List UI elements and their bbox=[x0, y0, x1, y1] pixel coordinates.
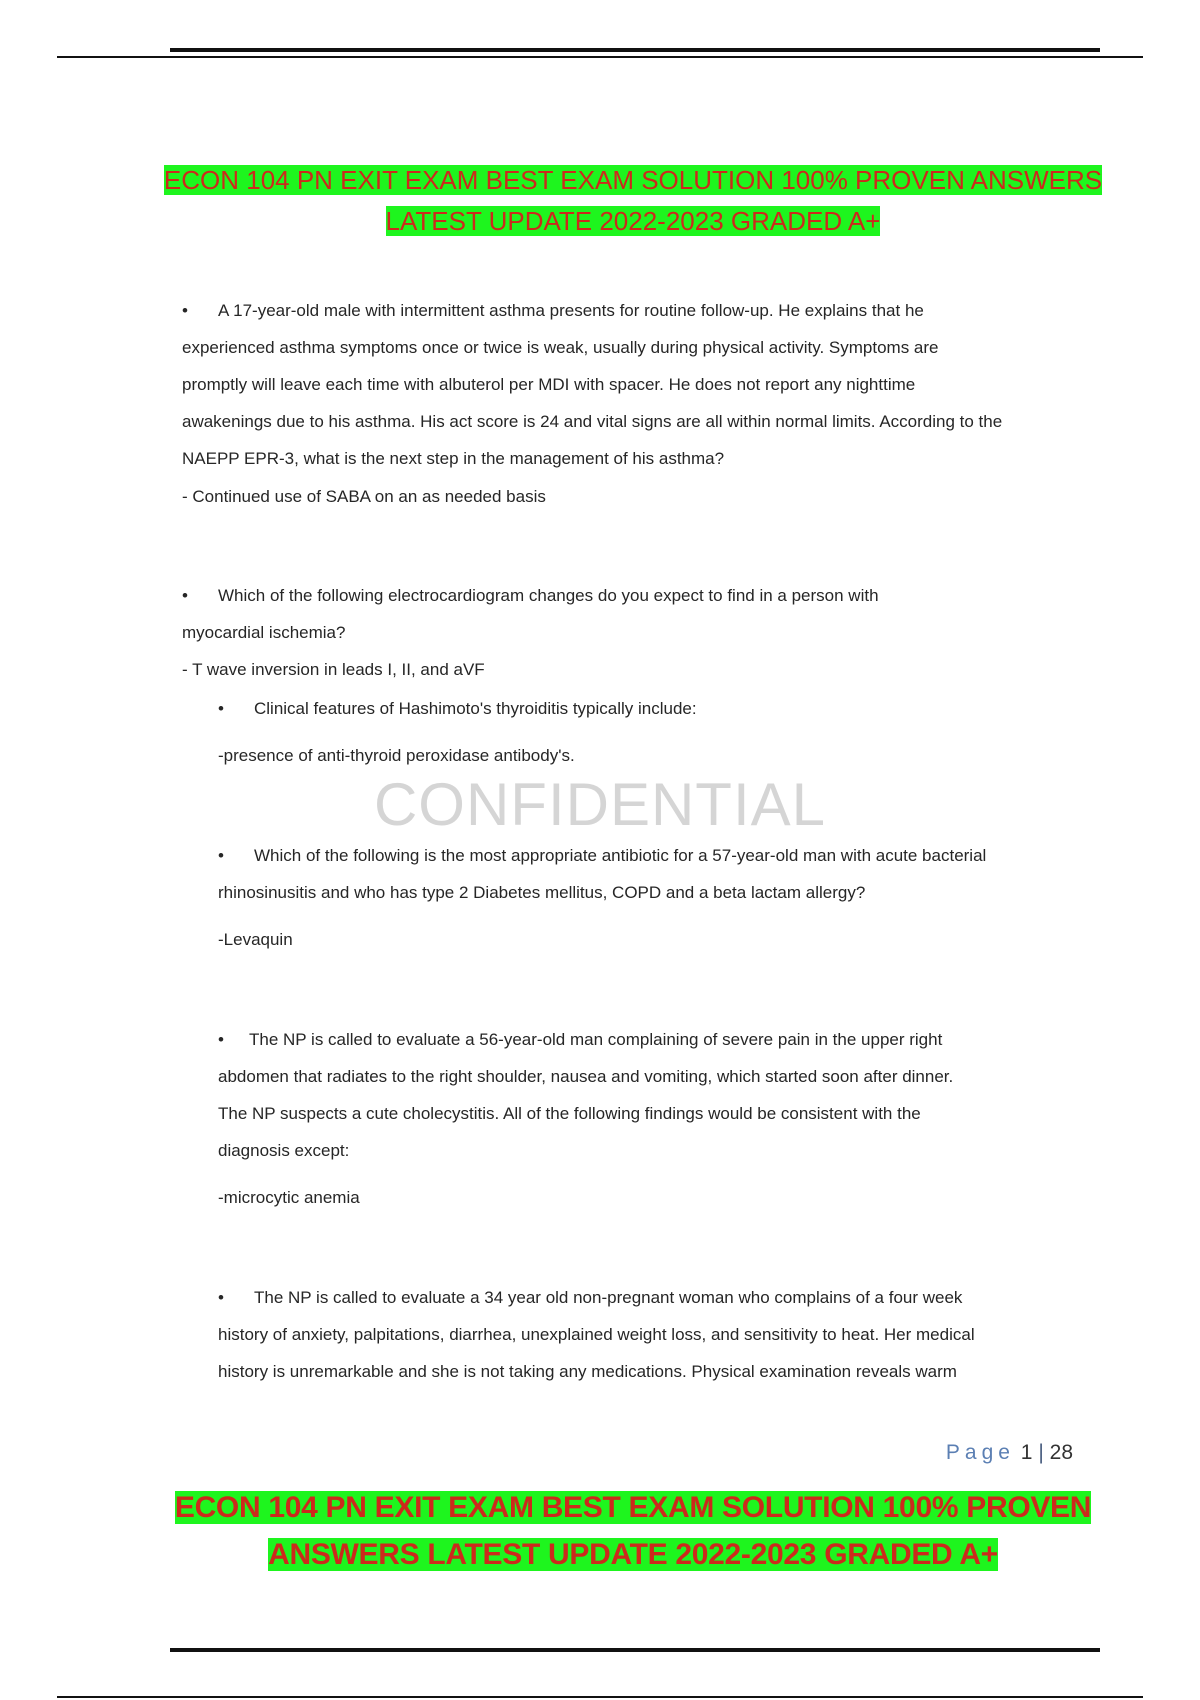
page-separator: | bbox=[1038, 1441, 1044, 1464]
answer-3: -presence of anti-thyroid peroxidase antibody's. bbox=[218, 746, 575, 765]
page-number bbox=[946, 1441, 1073, 1465]
question-6-line-2: history of anxiety, palpitations, diarrhea, unexplained weight loss, and sensitivity to heat. Her medical bbox=[218, 1325, 975, 1344]
question-5-line-3: The NP suspects a cute cholecystitis. All of the following findings would be consistent with the bbox=[218, 1104, 921, 1123]
answer-4: -Levaquin bbox=[218, 930, 293, 949]
bullet: • bbox=[218, 1288, 224, 1307]
question-6-line-1: The NP is called to evaluate a 34 year old non-pregnant woman who complains of a four week bbox=[254, 1288, 963, 1307]
document-title bbox=[150, 160, 1116, 242]
question-5-line-1: The NP is called to evaluate a 56-year-old man complaining of severe pain in the upper right bbox=[249, 1030, 943, 1049]
header-rule-thick bbox=[170, 48, 1100, 52]
bullet: • bbox=[218, 699, 224, 718]
question-4-line-2: rhinosinusitis and who has type 2 Diabetes mellitus, COPD and a beta lactam allergy? bbox=[218, 883, 866, 902]
footer-title-line-1: ECON 104 PN EXIT EXAM BEST EXAM SOLUTION 100% PROVEN bbox=[174, 1491, 1092, 1524]
question-1-line-3: promptly will leave each time with albuterol per MDI with spacer. He does not report any nighttime bbox=[182, 375, 916, 394]
page-total: 28 bbox=[1049, 1441, 1073, 1464]
question-5 bbox=[218, 1021, 1118, 1169]
question-2 bbox=[182, 577, 1102, 651]
question-3 bbox=[218, 690, 1118, 727]
footer-rule-thin bbox=[57, 1696, 1143, 1698]
question-2-line-2: myocardial ischemia? bbox=[182, 623, 346, 642]
bullet: • bbox=[182, 586, 188, 605]
question-2-line-1: Which of the following electrocardiogram changes do you expect to find in a person with bbox=[218, 586, 879, 605]
document-title-line-2: LATEST UPDATE 2022-2023 GRADED A+ bbox=[385, 206, 881, 236]
question-1-line-5: NAEPP EPR-3, what is the next step in the management of his asthma? bbox=[182, 449, 725, 468]
header-rule-thin bbox=[57, 56, 1143, 58]
question-1-line-2: experienced asthma symptoms once or twice is weak, usually during physical activity. Symptoms are bbox=[182, 338, 939, 357]
question-5-line-2: abdomen that radiates to the right shoulder, nausea and vomiting, which started soon after dinner. bbox=[218, 1067, 954, 1086]
question-1 bbox=[182, 292, 1102, 477]
page-current: 1 bbox=[1020, 1441, 1033, 1464]
bullet: • bbox=[218, 1030, 224, 1049]
question-4 bbox=[218, 837, 1118, 911]
answer-1: - Continued use of SABA on an as needed basis bbox=[182, 487, 546, 506]
question-5-line-4: diagnosis except: bbox=[218, 1141, 350, 1160]
answer-5: -microcytic anemia bbox=[218, 1188, 360, 1207]
confidential-watermark: CONFIDENTIAL bbox=[373, 771, 827, 838]
footer-title-line-2: ANSWERS LATEST UPDATE 2022-2023 GRADED A+ bbox=[268, 1538, 998, 1571]
question-6 bbox=[218, 1279, 1118, 1390]
question-4-line-1: Which of the following is the most appropriate antibiotic for a 57-year-old man with acute bacterial bbox=[254, 846, 987, 865]
answer-2: - T wave inversion in leads I, II, and aVF bbox=[182, 660, 485, 679]
page-label: Page bbox=[945, 1441, 1015, 1464]
footer-title bbox=[150, 1484, 1116, 1578]
question-1-line-1: A 17-year-old male with intermittent asthma presents for routine follow-up. He explains that he bbox=[218, 301, 924, 320]
bullet: • bbox=[182, 301, 188, 320]
question-1-line-4: awakenings due to his asthma. His act score is 24 and vital signs are all within normal limits. According to the bbox=[182, 412, 1003, 431]
document-title-line-1: ECON 104 PN EXIT EXAM BEST EXAM SOLUTION 100% PROVEN ANSWERS bbox=[163, 165, 1103, 195]
question-6-line-3: history is unremarkable and she is not taking any medications. Physical examination reveals warm bbox=[218, 1362, 957, 1381]
bullet: • bbox=[218, 846, 224, 865]
footer-rule-thick bbox=[170, 1648, 1100, 1652]
question-3-line-1: Clinical features of Hashimoto's thyroiditis typically include: bbox=[254, 699, 697, 718]
